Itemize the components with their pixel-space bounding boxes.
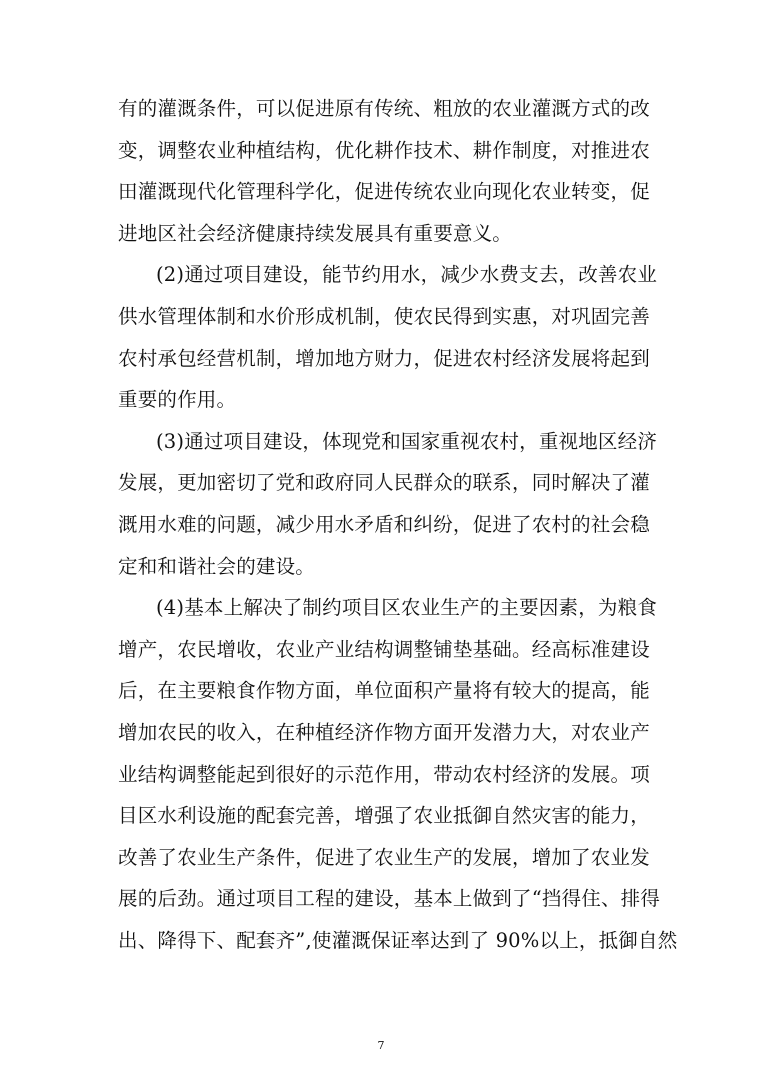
text-line: 农村承包经营机制，增加地方财力，促进农村经济发展将起到: [118, 346, 650, 370]
text-line: 定和和谐社会的建设。: [118, 554, 316, 578]
text-line: 田灌溉现代化管理科学化，促进传统农业向现化农业转变，促: [118, 180, 650, 204]
text-line: 进地区社会经济健康持续发展具有重要意义。: [118, 221, 513, 245]
text-line: (2)通过项目建设，能节约用水，减少水费支去，改善农业: [156, 263, 658, 287]
paragraph-3: [118, 421, 658, 587]
text-line: 溉用水难的问题，减少用水矛盾和纠纷，促进了农村的社会稳: [118, 512, 650, 536]
text-line: (3)通过项目建设，体现党和国家重视农村，重视地区经济: [156, 429, 658, 453]
text-line: 后，在主要粮食作物方面，单位面积产量将有较大的提高，能: [118, 679, 650, 703]
paragraph-4: [118, 587, 678, 961]
paragraph-2: [118, 254, 658, 420]
text-line: 重要的作用。: [118, 388, 237, 412]
text-line: 业结构调整能起到很好的示范作用，带动农村经济的发展。项: [118, 762, 650, 786]
text-line: 改善了农业生产条件，促进了农业生产的发展，增加了农业发: [118, 845, 650, 869]
text-line: 增加农民的收入，在种植经济作物方面开发潜力大，对农业产: [118, 720, 650, 744]
text-line: 目区水利设施的配套完善，增强了农业抵御自然灾害的能力，: [118, 804, 650, 828]
page-number: 7: [377, 1039, 385, 1052]
text-line: 出、降得下、配套齐”,使灌溉保证率达到了 90%以上，抵御自然: [118, 928, 678, 952]
text-line: 变，调整农业种植结构，优化耕作技术、耕作制度，对推进农: [118, 138, 650, 162]
text-line: 供水管理体制和水价形成机制，使农民得到实惠，对巩固完善: [118, 304, 650, 328]
body-text: [118, 88, 678, 961]
text-line: (4)基本上解决了制约项目区农业生产的主要因素，为粮食: [156, 596, 658, 620]
text-line: 展的后劲。通过项目工程的建设，基本上做到了“挡得住、排得: [118, 887, 661, 911]
text-line: 有的灌溉条件，可以促进原有传统、粗放的农业灌溉方式的改: [118, 97, 650, 120]
paragraph-1: [118, 88, 648, 254]
text-line: 发展，更加密切了党和政府同人民群众的联系，同时解决了灌: [118, 471, 650, 495]
text-line: 增产，农民增收，农业产业结构调整铺垫基础。经高标准建设: [118, 637, 650, 661]
